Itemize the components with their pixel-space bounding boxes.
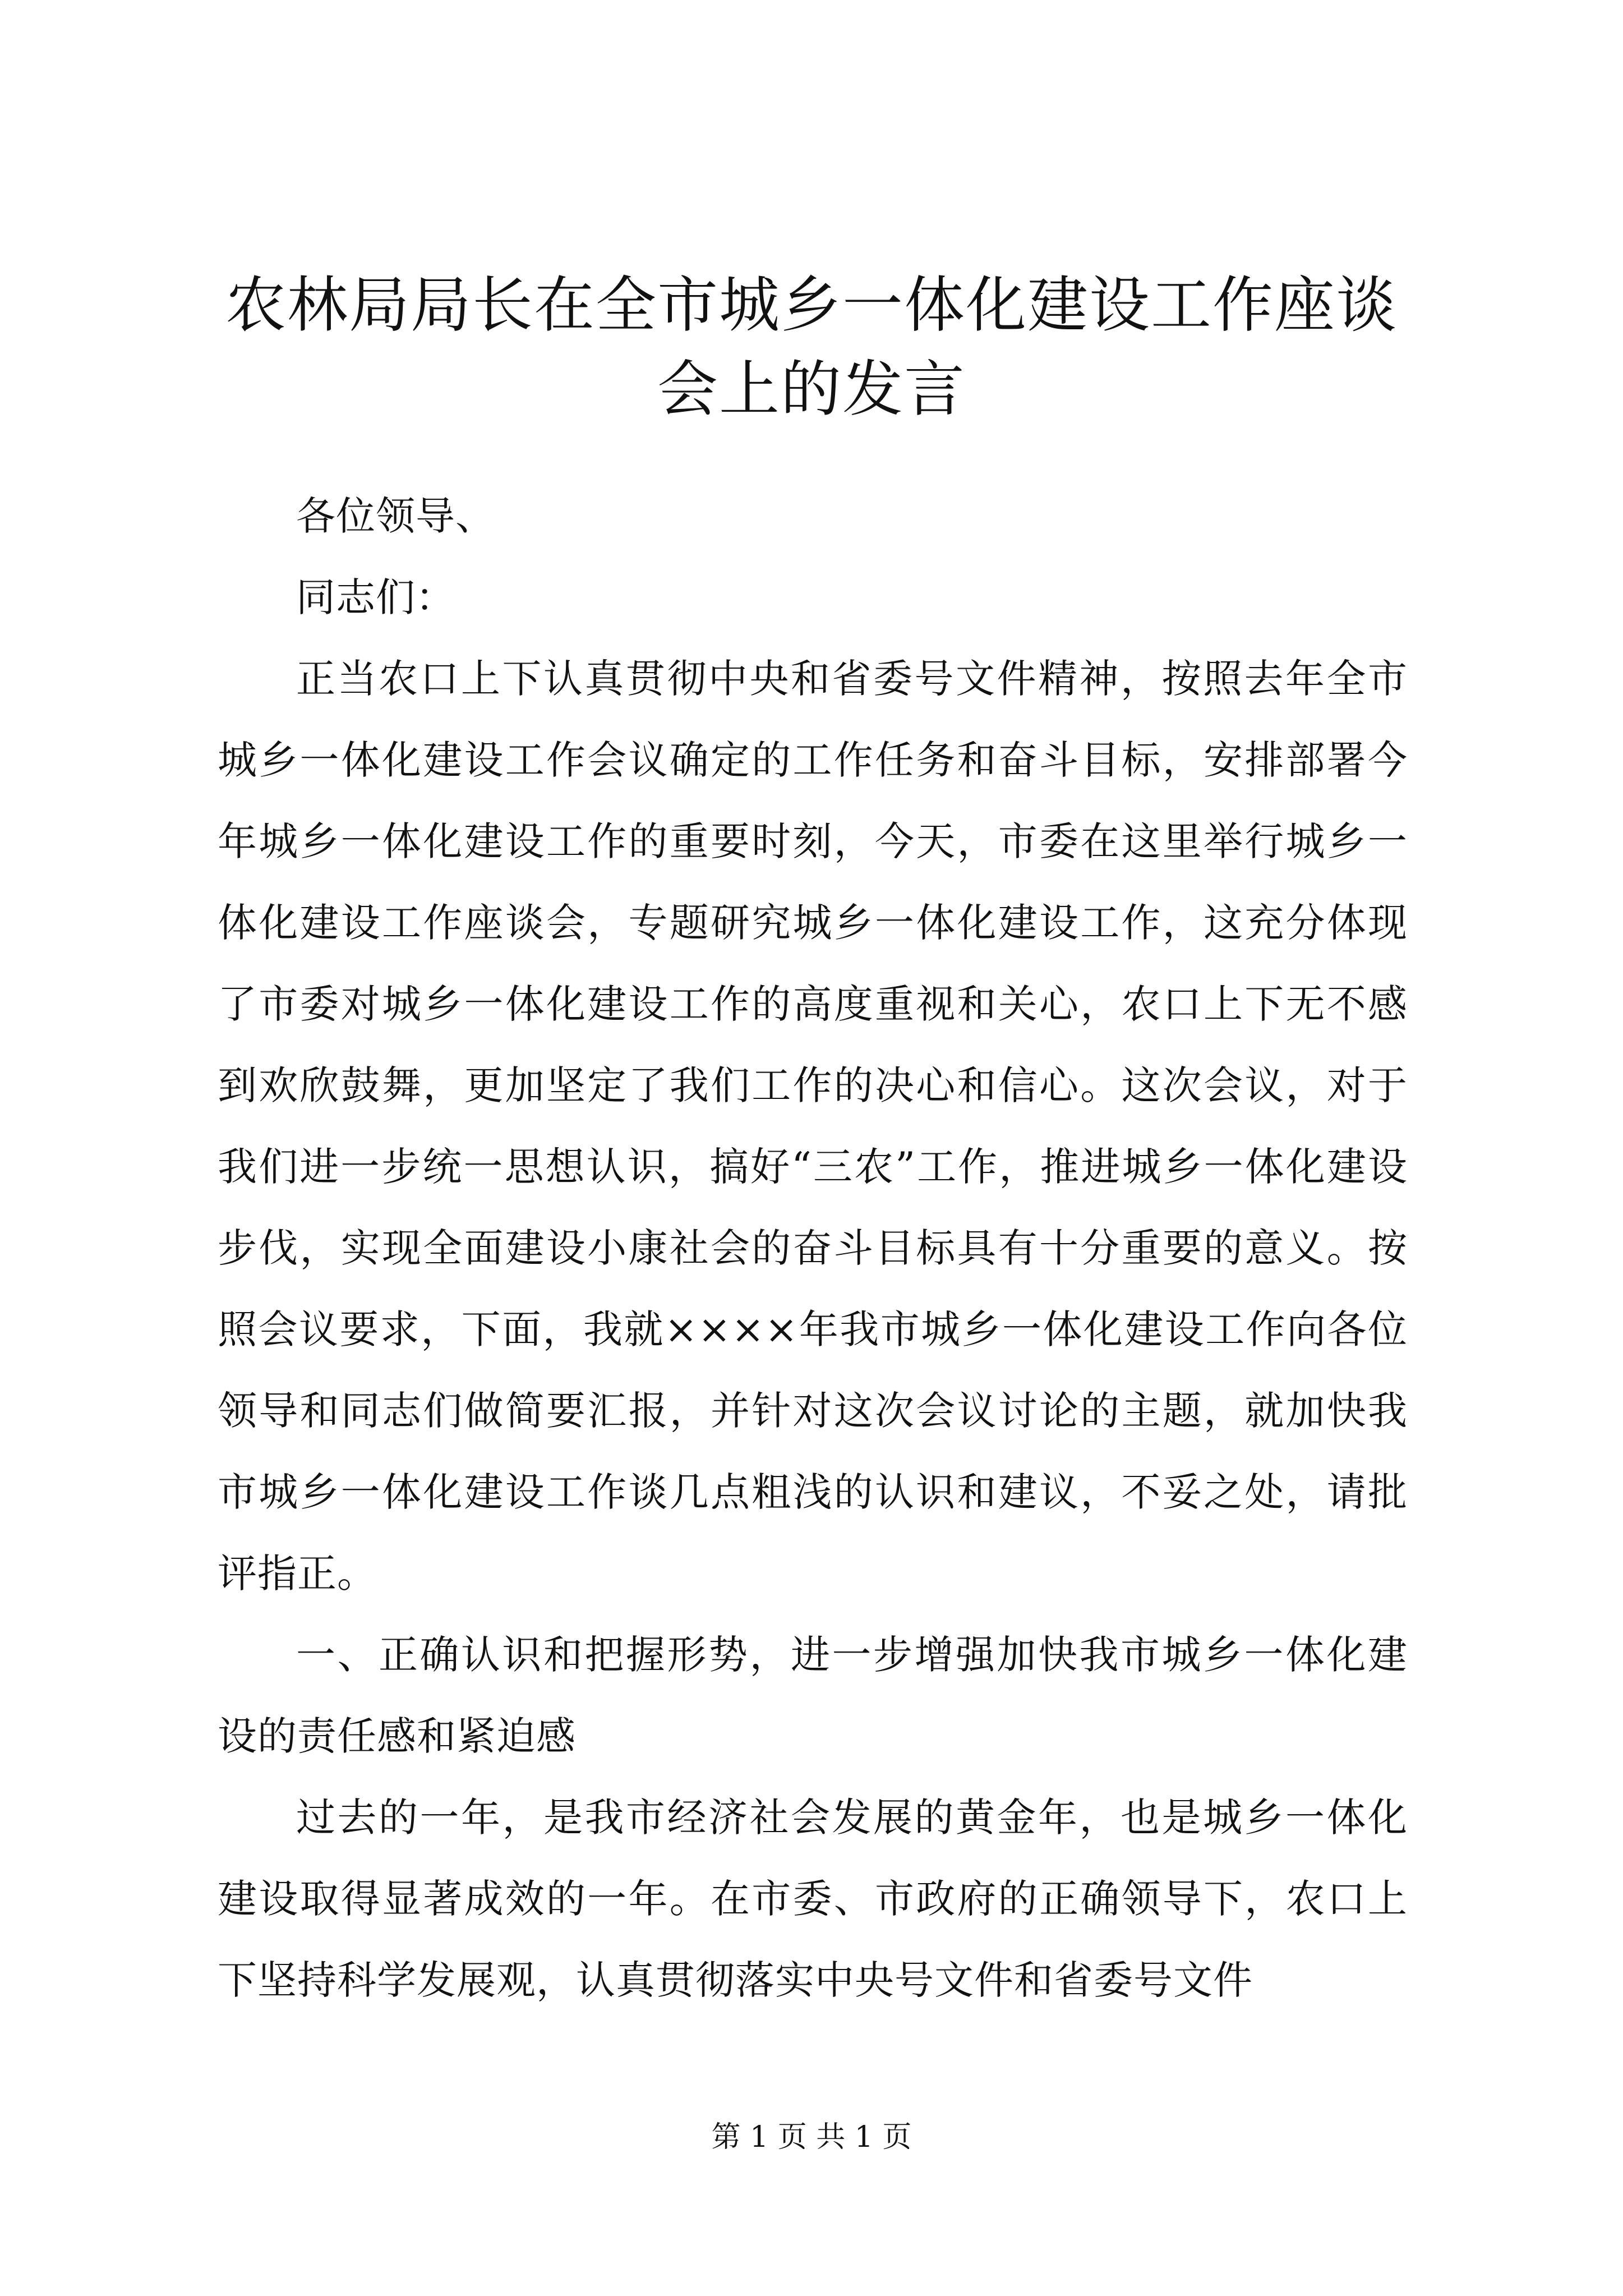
- salutation-line-1: 各位领导、: [296, 493, 495, 539]
- salutation-line-2: 同志们：: [296, 574, 455, 620]
- section-heading: 一、正确认识和把握形势，进一步增强加快我市城乡一体化建设的责任感和紧迫感: [218, 1632, 1408, 1759]
- body-paragraph: 过去的一年，是我市经济社会发展的黄金年，也是城乡一体化建设取得显著成效的一年。在市委、市政府的正确领导下，农口上下坚持科学发展观，认真贯彻落实中央号文件和省委号文件: [218, 1795, 1408, 2003]
- document-title: 农林局局长在全市城乡一体化建设工作座谈会上的发言: [225, 270, 1398, 425]
- body-paragraph: 正当农口上下认真贯彻中央和省委号文件精神，按照去年全市城乡一体化建设工作会议确定的工作任务和奋斗目标，安排部署今年城乡一体化建设工作的重要时刻，今天，市委在这里举行城乡一体化建设工作座谈会，专题研究城乡一体化建设工作，这充分体现了市委对城乡一体化建设工作的高度重视和关心，农口上下无不感到欢欣鼓舞，更加坚定了我们工作的决心和信心。这次会议，对于我们进一步统一思想认识，搞好“三农”工作，推进城乡一体化建设步伐，实现全面建设小康社会的奋斗目标具有十分重要的意义。按照会议要求，下面，我就××××年我市城乡一体化建设工作向各位领导和同志们做简要汇报，并针对这次会议讨论的主题，就加快我市城乡一体化建设工作谈几点粗浅的认识和建议，不妥之处，请批评指正。: [218, 656, 1408, 1596]
- document-body: [218, 476, 1408, 2021]
- page-number-footer: 第 1 页 共 1 页: [711, 2120, 912, 2154]
